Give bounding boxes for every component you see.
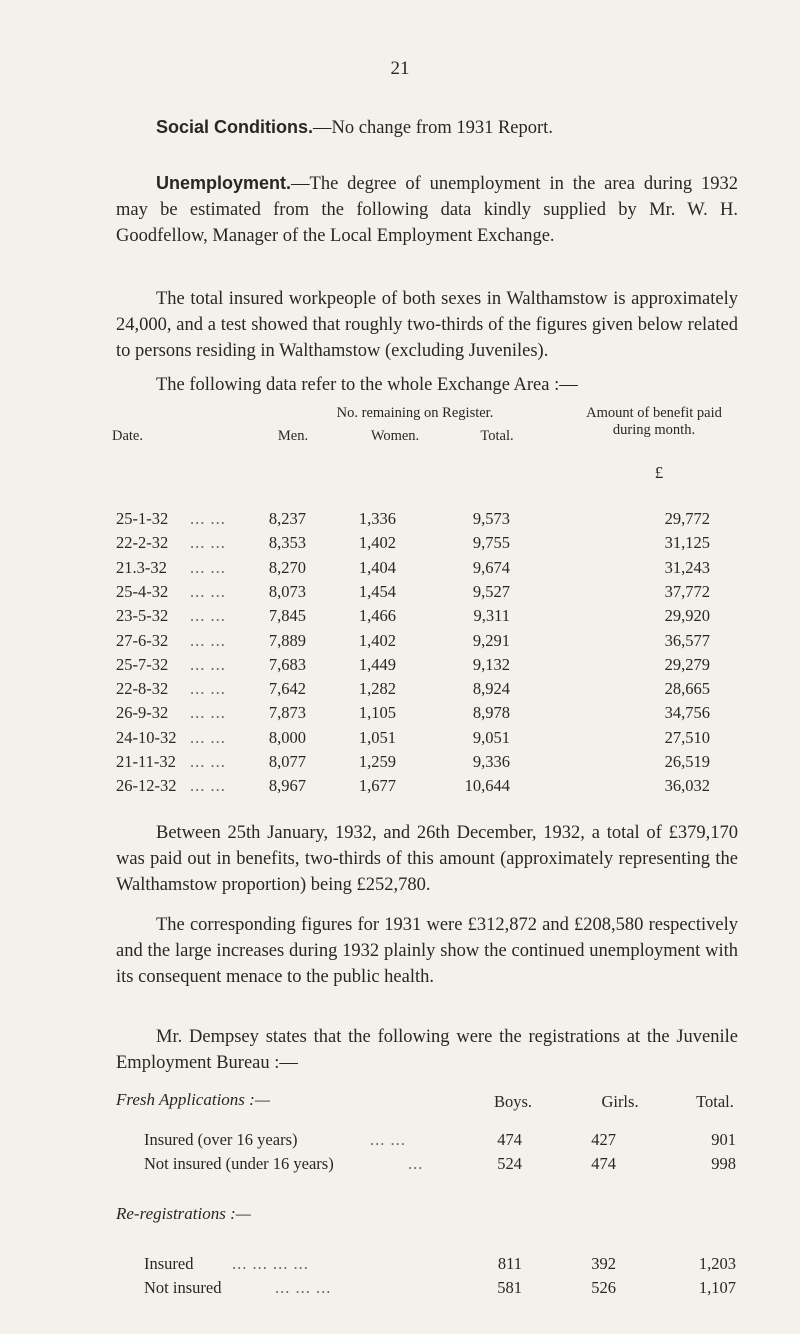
girls-cell: 474 (591, 1154, 616, 1173)
date-cell: 26-12-32 (116, 776, 177, 796)
table-row (0, 606, 800, 630)
women-cell: 1,282 (358, 679, 396, 699)
girls-cell: 526 (591, 1278, 616, 1297)
dempsey-paragraph: Mr. Dempsey states that the following were the registrations at the Juvenile Employment Bureau :— (116, 1027, 738, 1073)
men-cell: 8,237 (268, 509, 306, 528)
boys-cell: 581 (497, 1278, 522, 1297)
total-cell: 9,755 (472, 533, 510, 553)
benefit-cell: 36,032 (664, 776, 710, 796)
insured-workpeople-paragraph: The total insured workpeople of both sexes in Walthamstow is approximately 24,000, and a test showed that roughly two-thirds of the figures given below related to persons residing in Walthamstow (excluding Juveniles). (116, 289, 738, 361)
date-cell: 26-9-32 (116, 703, 169, 723)
men-cell: 8,000 (268, 727, 306, 747)
date-cell: 25-1-32 (116, 509, 169, 528)
leader-dots: ... ... (190, 654, 226, 674)
women-cell: 1,402 (358, 533, 396, 553)
men-cell: 7,873 (268, 703, 306, 723)
benefit-cell: 26,519 (664, 752, 710, 771)
date-cell: 25-7-32 (116, 654, 169, 674)
currency-header: £ (654, 463, 664, 482)
men-cell: 8,353 (268, 533, 306, 553)
men-cell: 8,270 (268, 557, 306, 577)
date-cell: 22-8-32 (116, 679, 169, 699)
row-label: Not insured (under 16 years) (144, 1154, 334, 1173)
men-cell: 7,889 (268, 630, 306, 650)
benefit-cell: 27,510 (664, 727, 710, 747)
total-cell: 9,336 (472, 752, 510, 771)
total-cell: 9,051 (472, 727, 510, 747)
leader-dots: ... ... (190, 776, 226, 796)
juvenile-total-cell: 1,107 (698, 1278, 736, 1297)
benefit-cell: 36,577 (664, 630, 710, 650)
leader-dots: ... ... (190, 679, 226, 699)
table-row (0, 582, 800, 606)
juvenile-total-cell: 998 (711, 1154, 736, 1173)
leader-dots: ... ... (190, 509, 226, 528)
row-label: Insured (over 16 years) (144, 1130, 298, 1149)
date-cell: 27-6-32 (116, 630, 169, 650)
total-cell: 9,311 (473, 606, 510, 626)
page-number: 21 (390, 58, 410, 79)
leader-dots: ... ... (190, 606, 226, 626)
men-cell: 8,967 (268, 776, 306, 796)
women-cell: 1,677 (358, 776, 396, 796)
leader-dots: ... ... (190, 703, 226, 723)
benefit-cell: 31,243 (664, 557, 710, 577)
social-conditions-paragraph (116, 114, 738, 141)
row-label: Insured (144, 1254, 194, 1273)
between-paragraph: Between 25th January, 1932, and 26th December, 1932, a total of £379,170 was paid out in benefits, two-thirds of this amount (approximately representing the Walthamstow proportion) being £252,780. (116, 823, 738, 895)
women-cell: 1,105 (358, 703, 396, 723)
table-row (0, 509, 800, 533)
table-row (0, 703, 800, 727)
col-men-header: Men. (277, 428, 309, 444)
boys-cell: 811 (497, 1254, 522, 1273)
date-cell: 21-11-32 (116, 752, 176, 771)
benefit-cell: 29,772 (664, 509, 710, 528)
total-cell: 8,924 (472, 679, 510, 699)
unemployment-heading: Unemployment. (156, 173, 292, 193)
boys-cell: 524 (497, 1154, 522, 1173)
col-date-header: Date. (112, 428, 143, 444)
women-cell: 1,259 (358, 752, 396, 771)
fresh-applications-heading: Fresh Applications :— (116, 1090, 270, 1109)
juvenile-total-cell: 901 (711, 1130, 736, 1149)
women-cell: 1,336 (358, 509, 396, 528)
col-girls-header: Girls. (601, 1092, 639, 1111)
leader-dots: ... ... ... (275, 1278, 332, 1297)
table-row (0, 631, 800, 655)
table-row (0, 1154, 800, 1178)
exchange-area-paragraph: The following data refer to the whole Exchange Area :— (156, 375, 578, 395)
table-row (0, 558, 800, 582)
table-row (0, 679, 800, 703)
total-cell: 9,291 (472, 630, 510, 650)
men-cell: 8,073 (268, 581, 306, 601)
leader-dots: ... ... (190, 581, 226, 601)
table-row (0, 752, 800, 776)
benefit-cell: 37,772 (664, 581, 710, 601)
leader-dots: ... ... (190, 630, 226, 650)
men-cell: 7,642 (268, 679, 306, 699)
date-cell: 23-5-32 (116, 606, 169, 626)
table-row (0, 533, 800, 557)
col-boys-header: Boys. (493, 1092, 533, 1111)
leader-dots: ... ... (190, 752, 226, 771)
col-juvenile-total-header: Total. (696, 1092, 734, 1111)
social-conditions-heading: Social Conditions. (156, 117, 314, 137)
leader-dots: ... ... (190, 727, 226, 747)
total-cell: 9,674 (472, 557, 510, 577)
total-cell: 9,527 (472, 581, 510, 601)
table-row (0, 1278, 800, 1302)
total-cell: 8,978 (472, 703, 510, 723)
men-cell: 8,077 (268, 752, 306, 771)
leader-dots: ... (408, 1154, 424, 1173)
women-cell: 1,449 (358, 654, 396, 674)
girls-cell: 392 (591, 1254, 616, 1273)
women-cell: 1,404 (358, 557, 396, 577)
register-group-header: No. remaining on Register. (336, 405, 494, 421)
date-cell: 22-2-32 (116, 533, 169, 553)
total-cell: 10,644 (464, 776, 510, 796)
table-row (0, 728, 800, 752)
women-cell: 1,454 (358, 581, 396, 601)
col-women-header: Women. (370, 428, 420, 444)
date-cell: 25-4-32 (116, 581, 169, 601)
date-cell: 21.3-32 (116, 557, 167, 577)
juvenile-total-cell: 1,203 (698, 1254, 736, 1273)
total-cell: 9,132 (472, 654, 510, 674)
benefit-cell: 29,920 (664, 606, 710, 626)
benefit-cell: 34,756 (664, 703, 710, 723)
leader-dots: ... ... (190, 533, 226, 553)
leader-dots: ... ... (370, 1130, 406, 1149)
date-cell: 24-10-32 (116, 727, 177, 747)
unemployment-paragraph (116, 170, 738, 249)
men-cell: 7,845 (268, 606, 306, 626)
re-registrations-heading: Re-registrations :— (116, 1204, 251, 1223)
corresponding-paragraph: The corresponding figures for 1931 were £312,872 and £208,580 respectively and the large increases during 1932 plainly show the continued unemployment with its consequent menace to the public health. (116, 915, 738, 987)
leader-dots: ... ... (190, 557, 226, 577)
boys-cell: 474 (497, 1130, 522, 1149)
women-cell: 1,051 (358, 727, 396, 747)
table-row (0, 1130, 800, 1154)
unemployment-text: —The degree of unemployment in the area during 1932 may be estimated from the following data kindly supplied by Mr. W. H. Goodfellow, Manager of the Local Employment Exchange. (116, 174, 738, 246)
benefit-cell: 29,279 (664, 654, 710, 674)
table-row (0, 776, 800, 800)
women-cell: 1,402 (358, 630, 396, 650)
leader-dots: ... ... ... ... (232, 1254, 309, 1273)
women-cell: 1,466 (358, 606, 396, 626)
col-total-header: Total. (480, 428, 514, 444)
row-label: Not insured (144, 1278, 222, 1297)
total-cell: 9,573 (472, 509, 510, 528)
girls-cell: 427 (591, 1130, 616, 1149)
table-row (0, 1254, 800, 1278)
table-row (0, 655, 800, 679)
social-conditions-text: —No change from 1931 Report. (313, 118, 553, 138)
men-cell: 7,683 (268, 654, 306, 674)
col-benefit-header: Amount of benefit paid during month. (586, 405, 722, 438)
benefit-cell: 28,665 (664, 679, 710, 699)
benefit-cell: 31,125 (664, 533, 710, 553)
